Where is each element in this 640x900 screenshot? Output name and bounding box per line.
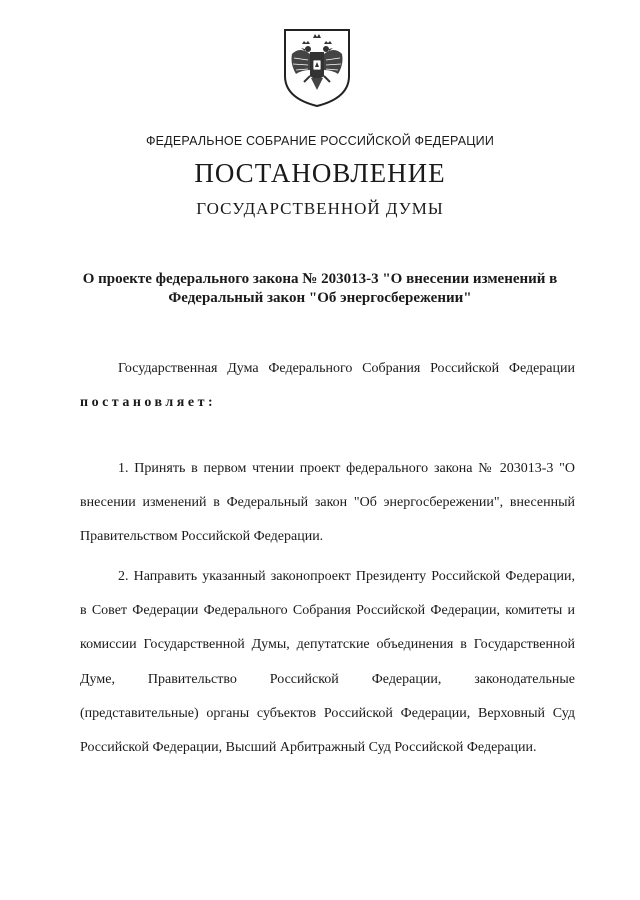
organization-title: ФЕДЕРАЛЬНОЕ СОБРАНИЕ РОССИЙСКОЙ ФЕДЕРАЦИИ (145, 134, 495, 148)
resolution-item-1: 1. Принять в первом чтении проект федерального закона № 203013-3 "О внесении изменений в Федеральный закон "Об энергосбережении", внесенный Правительством Российской Федерации. (80, 461, 575, 545)
double-headed-eagle-emblem-icon (280, 24, 354, 108)
preamble-text: Государственная Дума Федерального Собрания Российской Федерации (118, 361, 575, 376)
preamble-paragraph (80, 352, 575, 420)
resolution-item-2: 2. Направить указанный законопроект Президенту Российской Федерации, в Совет Федерации Федерального Собрания Российской Федерации, комитеты и комиссии Государственной Думы, депутатские объединения в Государственной Думе, Правительство Российской Федерации, законодательные (представительные) органы субъектов Российской Федерации, Верховный Суд Российской Федерации, Высший Арбитражный Суд Российской Федерации. (80, 569, 575, 756)
resolution-subject: О проекте федерального закона № 203013-3 "О внесении изменений в Федеральный закон "Об энергосбережении" (82, 271, 558, 306)
document-type-title: ПОСТАНОВЛЕНИЕ (194, 158, 446, 188)
resolves-word: постановляет: (80, 395, 217, 411)
issuer-title: ГОСУДАРСТВЕННОЙ ДУМЫ (196, 199, 444, 218)
